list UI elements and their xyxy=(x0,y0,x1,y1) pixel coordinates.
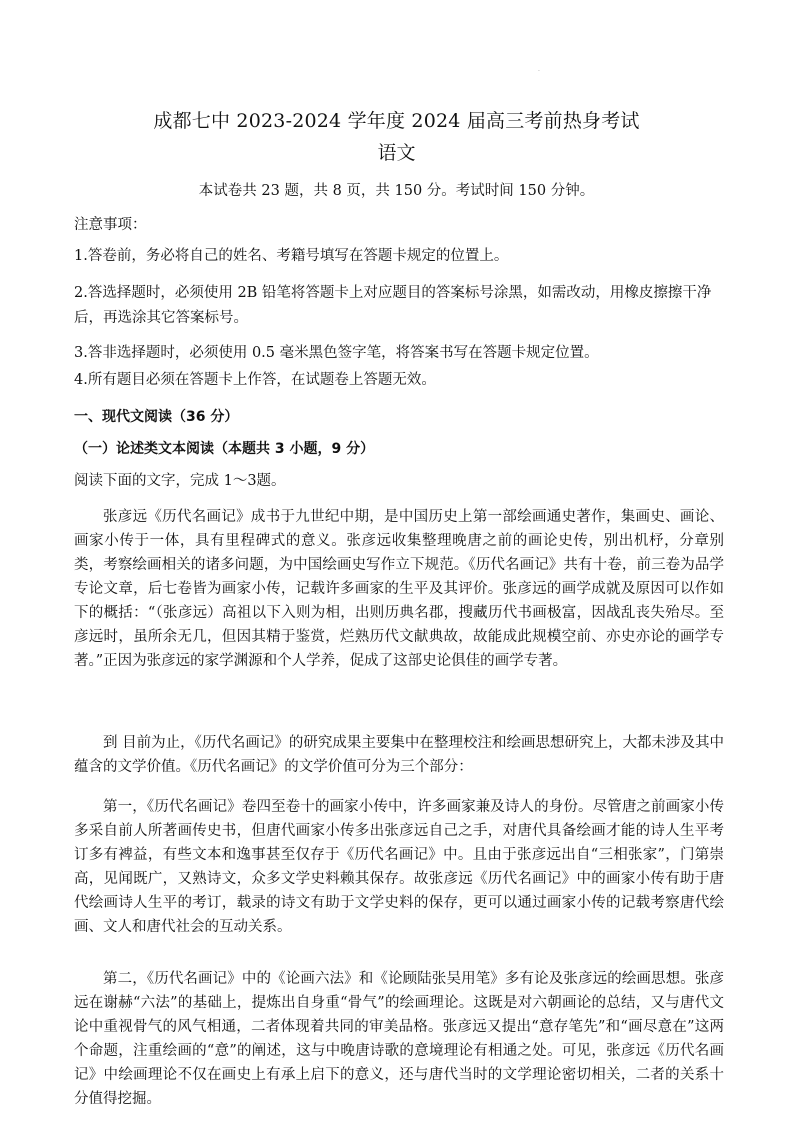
passage-paragraph: 第二，《历代名画记》中的《论画六法》和《论顾陆张吴用笔》多有论及张彦远的绘画思想。张彦远在谢赫“六法”的基础上，提炼出自身重“骨气”的绘画理论。这既是对六朝画论的总结，又与唐代文论中重视骨气的风气相通，二者体现着共同的审美品格。张彦远又提出“意存笔先”和“画尽意在”这两个命题，注重绘画的“意”的阐述，这与中晚唐诗歌的意境理论有相通之处。可见，张彦远《历代名画记》中绘画理论不仅在画史上有承上启下的意义，还与唐代当时的文学理论密切相关，二者的关系十分值得挖掘。 xyxy=(74,971,724,1107)
stray-mark: . xyxy=(538,66,540,73)
passage-paragraph: 张彦远《历代名画记》成书于九世纪中期，是中国历史上第一部绘画通史著作，集画史、画论、画家小传于一体，具有里程碑式的意义。张彦远收集整理晚唐之前的画论史传，别出机杼，分章别类，考察绘画相关的诸多问题，为中国绘画史写作立下规范。《历代名画记》共有十卷，前三卷为品学专论文章，后七卷皆为画家小传，记载许多画家的生平及其评价。张彦远的画学成就及原因可以作如下的概括：“（张彦远）高祖以下入则为相，出则历典名郡，搜藏历代书画极富，因战乱丧失殆尽。至彦远时，虽所余无几，但因其精于鉴赏，烂熟历代文献典故，故能成此规模空前、亦史亦论的画学专著。”正因为张彦远的家学渊源和个人学养，促成了这部史论俱佳的画学专著。 xyxy=(74,509,724,669)
note-item: 4.所有题目必须在答题卡上作答，在试题卷上答题无效。 xyxy=(74,372,436,388)
subsection-heading: （一）论述类文本阅读（本题共 3 小题，9 分） xyxy=(74,441,375,457)
subject-title: 语文 xyxy=(377,142,416,164)
note-item: 3.答非选择题时，必须使用 0.5 毫米黑色签字笔，将答案书写在答题卡规定位置。 xyxy=(74,345,599,361)
passage-paragraph: 第一，《历代名画记》卷四至卷十的画家小传中，许多画家兼及诗人的身份。尽管唐之前画家小传多采自前人所著画传史书，但唐代画家小传多出张彦远自己之手，对唐代具备绘画才能的诗人生平考订多有裨益，有些文本和逸事甚至仅存于《历代名画记》中。且由于张彦远出自“三相张家”，门第崇高，见闻既广，又熟诗文，众多文学史料赖其保存。故张彦远《历代名画记》中的画家小传有助于唐代绘画诗人生平的考订，载录的诗文有助于文学史料的保存，更可以通过画家小传的记载考察唐代绘画、文人和唐代社会的互动关系。 xyxy=(74,799,724,935)
exam-title: 成都七中 2023-2024 学年度 2024 届高三考前热身考试 xyxy=(153,110,640,132)
note-item: 1.答卷前，务必将自己的姓名、考籍号填写在答题卡规定的位置上。 xyxy=(74,248,509,264)
exam-info: 本试卷共 23 题，共 8 页，共 150 分。考试时间 150 分钟。 xyxy=(198,183,595,199)
notes-heading: 注意事项： xyxy=(74,217,147,233)
note-item: 2.答选择题时，必须使用 2B 铅笔将答题卡上对应题目的答案标号涂黑，如需改动，用橡皮擦擦干净后，再选涂其它答案标号。 xyxy=(74,285,712,326)
passage-paragraph: 到 目前为止，《历代名画记》的研究成果主要集中在整理校注和绘画思想研究上，大都未涉及其中蕴含的文学价值。《历代名画记》的文学价值可分为三个部分： xyxy=(74,735,724,775)
section-heading: 一、现代文阅读（36 分） xyxy=(74,409,239,425)
reading-instruction: 阅读下面的文字，完成 1～3题。 xyxy=(74,473,286,489)
